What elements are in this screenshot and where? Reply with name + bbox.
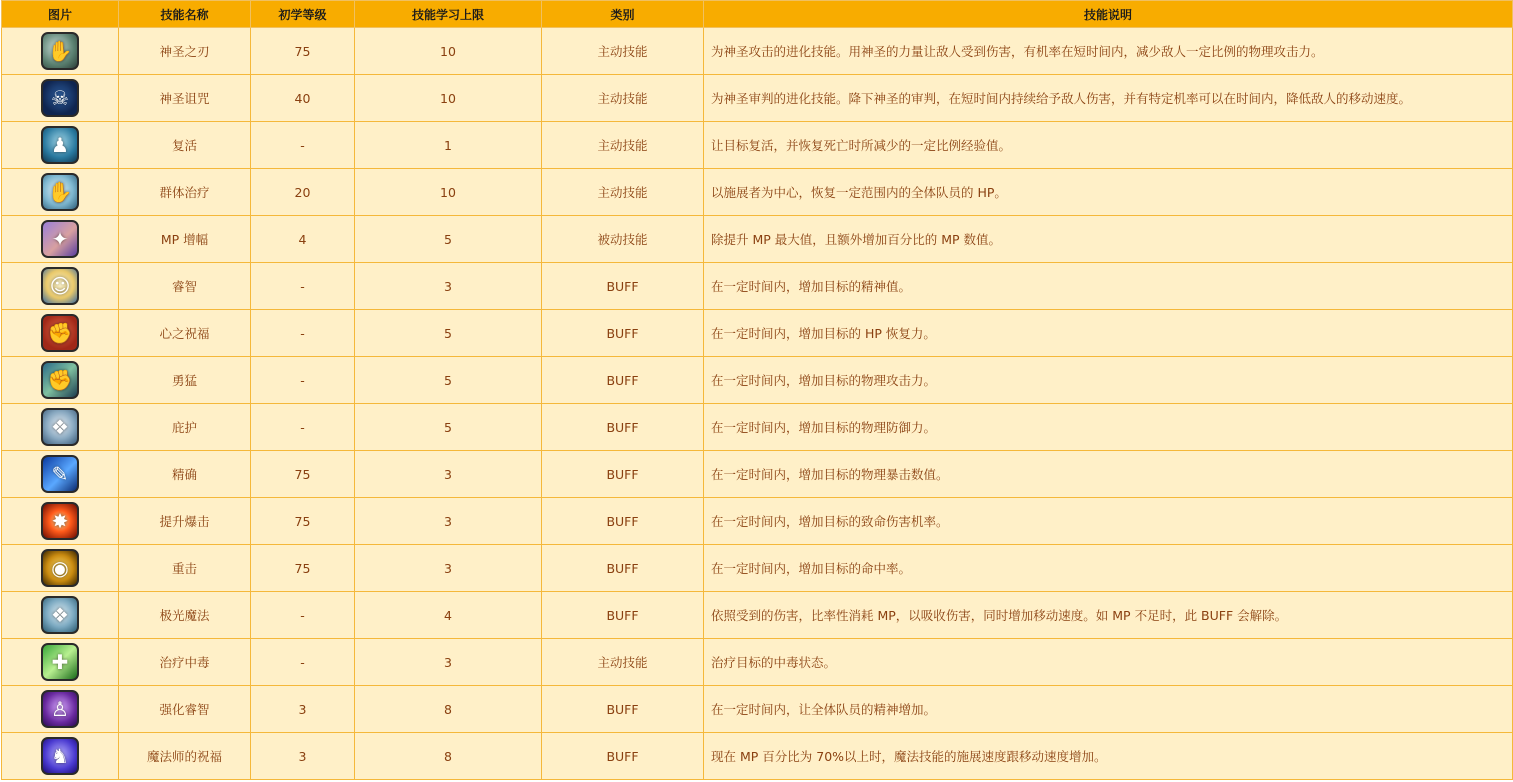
antidote-cross-icon [41, 643, 79, 681]
table-row [2, 545, 1513, 592]
cell-max-level: 10 [355, 169, 542, 216]
cell-icon [2, 686, 119, 733]
skill-table [1, 0, 1513, 780]
cell-description: 在一定时间内，增加目标的精神值。 [704, 263, 1513, 310]
table-row [2, 169, 1513, 216]
cell-icon [2, 75, 119, 122]
cell-skill-name: 睿智 [119, 263, 251, 310]
cell-icon [2, 592, 119, 639]
cell-icon [2, 357, 119, 404]
cell-max-level: 3 [355, 263, 542, 310]
healing-hand-icon-glyph: ✋ [47, 180, 73, 204]
cell-description: 让目标复活，并恢复死亡时所减少的一定比例经验值。 [704, 122, 1513, 169]
cell-icon [2, 169, 119, 216]
header-skill-name: 技能名称 [119, 1, 251, 28]
cell-start-level: - [251, 357, 355, 404]
aurora-shield-icon [41, 596, 79, 634]
table-row [2, 28, 1513, 75]
cell-skill-name: 精确 [119, 451, 251, 498]
cell-start-level: 4 [251, 216, 355, 263]
cell-description: 依照受到的伤害，比率性消耗 MP，以吸收伤害，同时增加移动速度。如 MP 不足时，此 BUFF 会解除。 [704, 592, 1513, 639]
cell-icon [2, 733, 119, 780]
header-category: 类别 [542, 1, 704, 28]
cell-max-level: 5 [355, 216, 542, 263]
table-row [2, 733, 1513, 780]
angel-wings-icon-glyph: ♟ [51, 133, 69, 157]
golden-eye-icon-glyph: ◉ [51, 556, 69, 580]
holy-blade-icon [41, 32, 79, 70]
cell-skill-name: 心之祝福 [119, 310, 251, 357]
cell-skill-name: 群体治疗 [119, 169, 251, 216]
cell-max-level: 3 [355, 545, 542, 592]
cell-skill-name: 强化睿智 [119, 686, 251, 733]
cell-category: BUFF [542, 545, 704, 592]
table-row [2, 310, 1513, 357]
header-max-level: 技能学习上限 [355, 1, 542, 28]
cell-category: BUFF [542, 310, 704, 357]
cell-start-level: 3 [251, 686, 355, 733]
cell-description: 以施展者为中心，恢复一定范围内的全体队员的 HP。 [704, 169, 1513, 216]
cell-max-level: 5 [355, 310, 542, 357]
cell-description: 治疗目标的中毒状态。 [704, 639, 1513, 686]
cell-icon [2, 451, 119, 498]
cell-category: 主动技能 [542, 122, 704, 169]
skull-crossbones-icon [41, 79, 79, 117]
cell-skill-name: 复活 [119, 122, 251, 169]
table-row [2, 122, 1513, 169]
cell-icon [2, 310, 119, 357]
cell-max-level: 4 [355, 592, 542, 639]
mage-blessing-icon-glyph: ♞ [51, 744, 69, 768]
cell-icon [2, 498, 119, 545]
cell-start-level: - [251, 404, 355, 451]
cell-start-level: 75 [251, 28, 355, 75]
valor-fist-icon-glyph: ✊ [47, 368, 73, 392]
cell-skill-name: 庇护 [119, 404, 251, 451]
table-row [2, 216, 1513, 263]
table-row [2, 498, 1513, 545]
winged-shield-icon [41, 408, 79, 446]
burst-star-icon [41, 502, 79, 540]
valor-fist-icon [41, 361, 79, 399]
cell-icon [2, 263, 119, 310]
cell-category: 主动技能 [542, 75, 704, 122]
angel-wings-icon [41, 126, 79, 164]
cell-icon [2, 216, 119, 263]
table-row [2, 75, 1513, 122]
cell-start-level: 75 [251, 498, 355, 545]
table-row [2, 357, 1513, 404]
cell-icon [2, 545, 119, 592]
table-row [2, 592, 1513, 639]
cell-icon [2, 28, 119, 75]
cell-category: BUFF [542, 498, 704, 545]
cell-skill-name: 魔法师的祝福 [119, 733, 251, 780]
cell-category: 被动技能 [542, 216, 704, 263]
wise-face-icon [41, 267, 79, 305]
header-start-level: 初学等级 [251, 1, 355, 28]
antidote-cross-icon-glyph: ✚ [51, 650, 69, 674]
cell-category: 主动技能 [542, 28, 704, 75]
cell-start-level: 3 [251, 733, 355, 780]
cell-icon [2, 122, 119, 169]
cell-description: 为神圣攻击的进化技能。用神圣的力量让敌人受到伤害，有机率在短时间内，减少敌人一定比例的物理攻击力。 [704, 28, 1513, 75]
cell-description: 在一定时间内，增加目标的命中率。 [704, 545, 1513, 592]
cell-max-level: 8 [355, 733, 542, 780]
wise-face-icon-glyph: ☺ [49, 274, 71, 298]
cell-description: 在一定时间内，增加目标的致命伤害机率。 [704, 498, 1513, 545]
cell-start-level: - [251, 122, 355, 169]
table-row [2, 686, 1513, 733]
mind-aura-icon [41, 690, 79, 728]
cell-description: 除提升 MP 最大值，且额外增加百分比的 MP 数值。 [704, 216, 1513, 263]
cell-category: 主动技能 [542, 169, 704, 216]
golden-eye-icon [41, 549, 79, 587]
cell-max-level: 5 [355, 404, 542, 451]
cell-max-level: 10 [355, 28, 542, 75]
precision-pen-icon-glyph: ✎ [51, 462, 69, 486]
winged-shield-icon-glyph: ❖ [51, 415, 69, 439]
cell-description: 在一定时间内，让全体队员的精神增加。 [704, 686, 1513, 733]
cell-category: BUFF [542, 404, 704, 451]
cell-skill-name: 神圣诅咒 [119, 75, 251, 122]
cell-start-level: - [251, 263, 355, 310]
cell-icon [2, 404, 119, 451]
cell-start-level: 75 [251, 451, 355, 498]
cell-description: 在一定时间内，增加目标的物理攻击力。 [704, 357, 1513, 404]
table-header-row [2, 1, 1513, 28]
healing-hand-icon [41, 173, 79, 211]
mage-blessing-icon [41, 737, 79, 775]
cell-description: 在一定时间内，增加目标的 HP 恢复力。 [704, 310, 1513, 357]
cell-skill-name: 提升爆击 [119, 498, 251, 545]
cell-skill-name: 极光魔法 [119, 592, 251, 639]
burst-star-icon-glyph: ✸ [51, 509, 69, 533]
muscle-body-icon-glyph: ✦ [51, 227, 69, 251]
cell-start-level: 20 [251, 169, 355, 216]
cell-category: BUFF [542, 263, 704, 310]
cell-max-level: 5 [355, 357, 542, 404]
cell-max-level: 1 [355, 122, 542, 169]
muscle-body-icon [41, 220, 79, 258]
heart-fist-icon [41, 314, 79, 352]
cell-icon [2, 639, 119, 686]
cell-skill-name: MP 增幅 [119, 216, 251, 263]
table-row [2, 263, 1513, 310]
cell-start-level: - [251, 592, 355, 639]
cell-category: BUFF [542, 357, 704, 404]
table-row [2, 451, 1513, 498]
cell-description: 为神圣审判的进化技能。降下神圣的审判，在短时间内持续给予敌人伤害，并有特定机率可以在时间内，降低敌人的移动速度。 [704, 75, 1513, 122]
cell-max-level: 10 [355, 75, 542, 122]
cell-start-level: 40 [251, 75, 355, 122]
cell-description: 在一定时间内，增加目标的物理防御力。 [704, 404, 1513, 451]
cell-category: BUFF [542, 451, 704, 498]
cell-description: 现在 MP 百分比为 70%以上时，魔法技能的施展速度跟移动速度增加。 [704, 733, 1513, 780]
cell-skill-name: 重击 [119, 545, 251, 592]
cell-max-level: 8 [355, 686, 542, 733]
cell-category: BUFF [542, 686, 704, 733]
cell-max-level: 3 [355, 639, 542, 686]
cell-category: BUFF [542, 733, 704, 780]
aurora-shield-icon-glyph: ❖ [51, 603, 69, 627]
cell-skill-name: 治疗中毒 [119, 639, 251, 686]
table-row [2, 404, 1513, 451]
header-description: 技能说明 [704, 1, 1513, 28]
cell-start-level: - [251, 310, 355, 357]
cell-skill-name: 神圣之刃 [119, 28, 251, 75]
header-image: 图片 [2, 1, 119, 28]
cell-max-level: 3 [355, 498, 542, 545]
cell-skill-name: 勇猛 [119, 357, 251, 404]
cell-category: BUFF [542, 592, 704, 639]
precision-pen-icon [41, 455, 79, 493]
cell-start-level: - [251, 639, 355, 686]
cell-category: 主动技能 [542, 639, 704, 686]
cell-start-level: 75 [251, 545, 355, 592]
holy-blade-icon-glyph: ✋ [47, 39, 73, 63]
cell-max-level: 3 [355, 451, 542, 498]
cell-description: 在一定时间内，增加目标的物理暴击数值。 [704, 451, 1513, 498]
skull-crossbones-icon-glyph: ☠ [51, 86, 69, 110]
heart-fist-icon-glyph: ✊ [47, 321, 73, 345]
mind-aura-icon-glyph: ♙ [51, 697, 69, 721]
table-row [2, 639, 1513, 686]
